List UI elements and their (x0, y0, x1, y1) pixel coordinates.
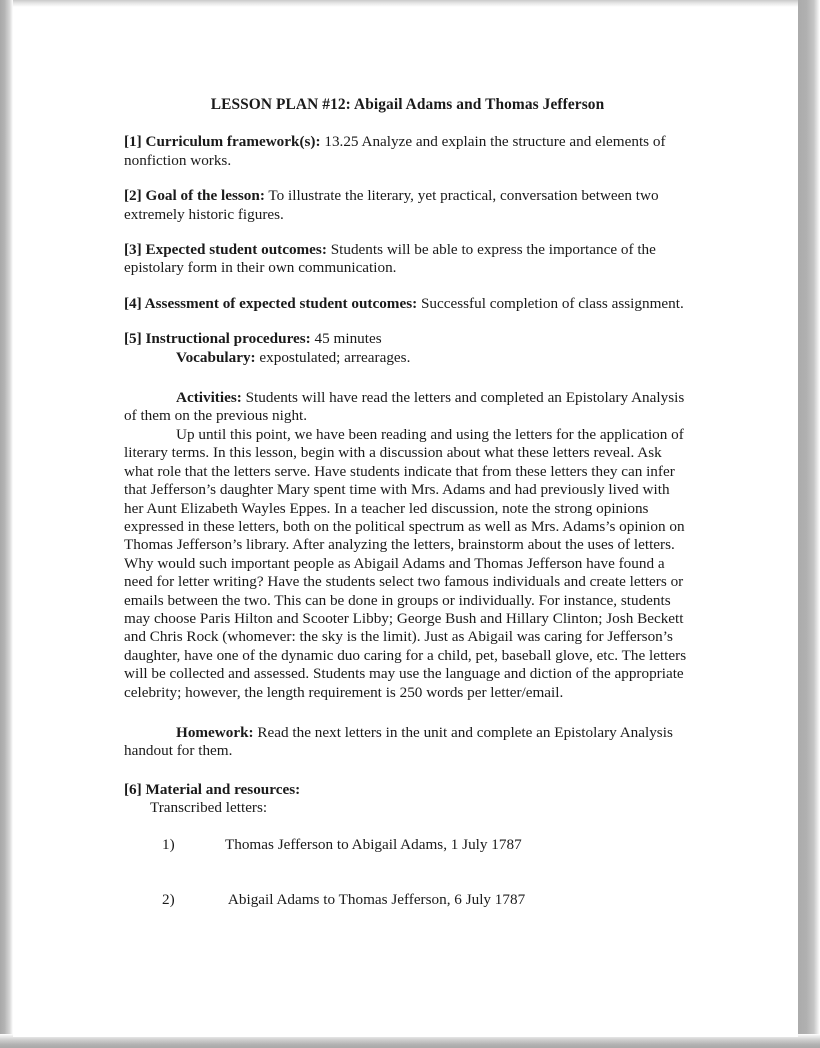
page-shadow-right (798, 0, 820, 1048)
page-shadow-top (0, 0, 820, 7)
transcribed-letters-list (124, 818, 691, 928)
spacer-before-activities (124, 367, 691, 389)
spacer-before-materials (124, 761, 691, 781)
section-instructional-procedures (124, 330, 691, 348)
vocabulary-text: expostulated; arrearages. (255, 348, 411, 366)
list-item (124, 818, 691, 873)
homework-paragraph (124, 724, 691, 761)
section-curriculum-framework-text: 13.25 Analyze and explain the structure and elements of nonfiction works. (124, 133, 666, 169)
list-item-marker: 1) (162, 836, 175, 853)
section-assessment-label: [4] Assessment of expected student outcomes: (124, 294, 418, 312)
section-instructional-procedures-duration: 45 minutes (310, 330, 382, 348)
page-title: LESSON PLAN #12: Abigail Adams and Thomas Jefferson (210, 96, 605, 113)
materials-subheading: Transcribed letters: (150, 799, 268, 817)
page-shadow-left (0, 0, 13, 1048)
section-expected-outcomes (124, 241, 691, 278)
homework-text: Read the next letters in the unit and complete an Epistolary Analysis handout for them. (124, 723, 673, 760)
vocabulary-line (124, 349, 691, 367)
homework-label: Homework: (176, 723, 254, 741)
document-content (124, 96, 691, 928)
section-curriculum-framework (124, 133, 691, 170)
section-instructional-procedures-label: [5] Instructional procedures: (124, 330, 311, 348)
list-item (124, 873, 691, 928)
activities-label: Activities: (176, 389, 242, 407)
section-expected-outcomes-label: [3] Expected student outcomes: (124, 241, 327, 259)
list-item-marker: 2) (162, 891, 175, 909)
activities-intro-text: Students will have read the letters and completed an Epistolary Analysis of them on the previous night. (124, 389, 685, 425)
section-assessment-text: Successful completion of class assignment. (417, 294, 684, 312)
section-goal-text: To illustrate the literary, yet practical, conversation between two extremely historic figures. (124, 187, 659, 223)
section-assessment (124, 295, 691, 313)
section-goal-label: [2] Goal of the lesson: (124, 187, 265, 205)
document-page (13, 7, 798, 1037)
list-item-label: Abigail Adams to Thomas Jefferson, 6 July 1787 (224, 891, 526, 909)
section-curriculum-framework-label: [1] Curriculum framework(s): (124, 133, 321, 151)
section-goal (124, 187, 691, 224)
section-expected-outcomes-text: Students will be able to express the importance of the epistolary form in their own communication. (124, 241, 656, 277)
activities-intro (124, 389, 691, 426)
vocabulary-label: Vocabulary: (176, 348, 256, 366)
list-item-label: Thomas Jefferson to Abigail Adams, 1 July 1787 (224, 836, 522, 853)
spacer-before-homework (124, 702, 691, 724)
activities-body: Up until this point, we have been reading and using the letters for the application of literary terms. In this lesson, begin with a discussion about what these letters reveal. Ask what role that the letters serve. Have students indicate that from these letters they can infer that Jefferson’s daughter Mary spent time with Mrs. Adams and had previously lived with her Aunt Elizabeth Wayles Eppes. In a teacher led discussion, note the strong opinions expressed in these letters, both on the political spectrum as well as Mrs. Adams’s opinion on Thomas Jefferson’s library. After analyzing the letters, brainstorm about the uses of letters. Why would such important people as Abigail Adams and Thomas Jefferson have found a need for letter writing? Have the students select two famous individuals and create letters or emails between the two. This can be done in groups or individually. For instance, students may choose Paris Hilton and Scooter Libby; George Bush and Hillary Clinton; Josh Beckett and Chris Rock (whomever: the sky is the limit). Just as Abigail was caring for Jefferson’s daughter, have one of the dynamic duo caring for a child, pet, baseball glove, etc. The letters will be collected and assessed. Students may use the language and diction of the appropriate celebrity; however, the length requirement is 250 words per letter/email. (124, 425, 687, 701)
section-materials-label: [6] Material and resources: (124, 780, 301, 798)
